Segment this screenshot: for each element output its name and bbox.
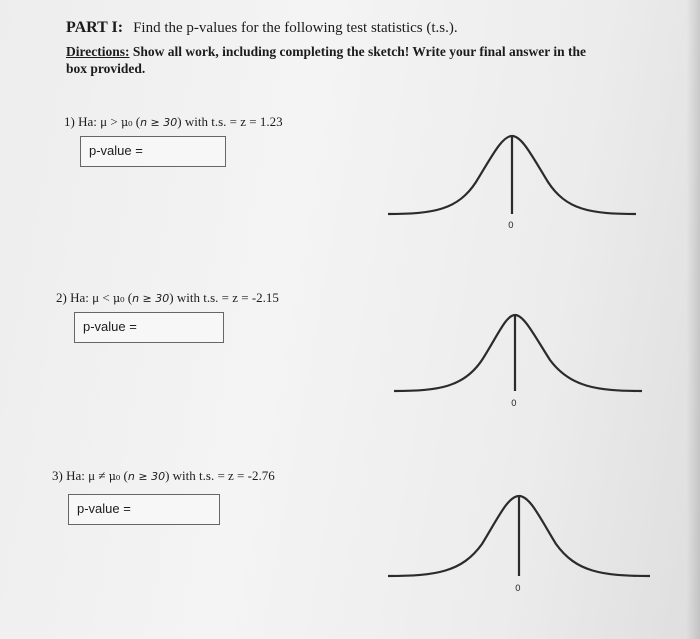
problem-2-answer-box[interactable] [74,312,224,343]
problem-2-statement: 2) Ha: μ < μ₀ (n ≥ 30) with t.s. = z = -2.15 [56,290,279,305]
directions-label: Directions: [66,44,130,59]
problem-2-axis-zero: 0 [511,399,517,409]
problem-3-pvalue-label: p-value = [77,501,131,516]
problem-3-statement: 3) Ha: μ ≠ μ₀ (n ≥ 30) with t.s. = z = -2.76 [52,468,275,483]
directions-text: Show all work, including completing the sketch! Write your final answer in the box provided. [66,44,587,76]
problem-3-mu0: μ₀ [108,470,121,483]
problem-2-ha: Ha: μ [70,290,100,305]
part-label: PART I: [66,19,124,36]
problem-1-condition: n ≥ 30 [140,116,178,129]
problem-2-mu0: μ₀ [112,292,125,305]
part-instruction: Find the p-values for the following test statistics (t.s.). [133,20,458,36]
problem-2-bell-curve [394,315,642,391]
problem-1-pvalue-label: p-value = [89,143,143,158]
page-edge-shadow [686,0,700,639]
problem-1-answer-box[interactable] [80,136,226,167]
problem-3-test-statistic: with t.s. = z = -2.76 [172,468,275,483]
problem-1-operator: > [110,114,118,129]
problem-3-number: 3) [52,468,63,483]
problem-1-statement: 1) Ha: μ > μ₀ (n ≥ 30) with t.s. = z = 1.23 [64,114,283,129]
problem-3-operator: ≠ [98,468,106,483]
problem-3-answer-box[interactable] [68,494,220,525]
problem-1-number: 1) [64,114,75,129]
problem-1-mu0: μ₀ [120,116,133,129]
problem-3-axis-zero: 0 [515,584,521,594]
problem-1-axis-zero: 0 [508,221,514,231]
problem-2-condition: n ≥ 30 [132,292,170,305]
problem-3-ha: Ha: μ [66,468,96,483]
problem-2-operator: < [102,290,110,305]
problem-1-normal-curve [388,130,636,230]
problem-2-number: 2) [56,290,67,305]
problem-2-normal-curve [394,311,642,411]
problem-1-test-statistic: with t.s. = z = 1.23 [184,114,283,129]
problem-3-condition: n ≥ 30 [127,470,166,483]
part-heading [66,19,458,37]
directions [66,43,606,77]
problem-1-ha: Ha: μ [78,114,108,129]
problem-2-test-statistic: with t.s. = z = -2.15 [176,290,279,305]
problem-2-pvalue-label: p-value = [83,319,137,334]
problem-3-normal-curve [388,492,650,592]
